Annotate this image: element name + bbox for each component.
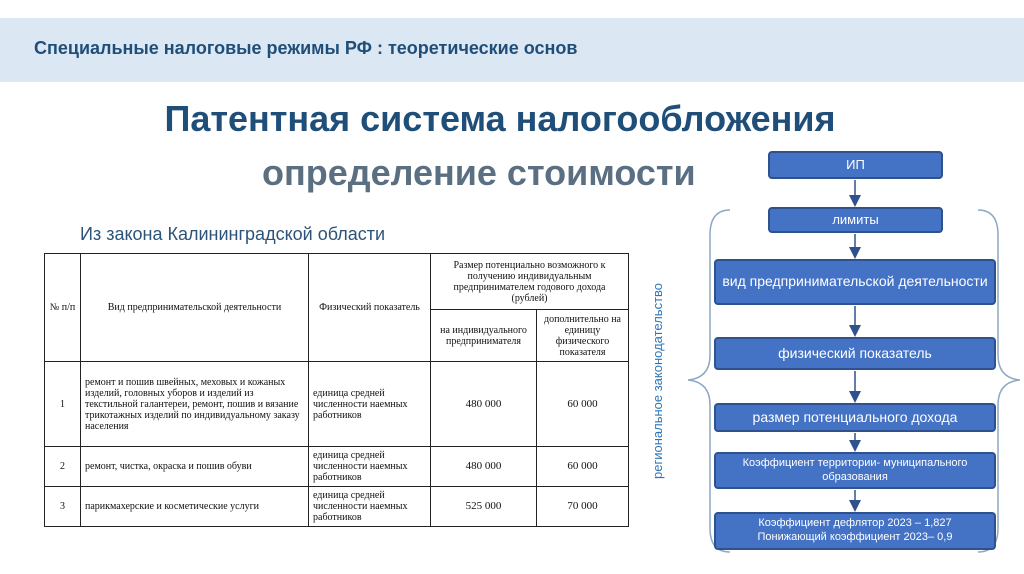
header-activity: Вид предпринимательской деятельности bbox=[81, 254, 309, 362]
row-activity: ремонт, чистка, окраска и пошив обуви bbox=[81, 446, 309, 486]
deflator-line-2: Понижающий коэффициент 2023– 0,9 bbox=[757, 531, 953, 543]
deflator-line-1: Коэффициент дефлятор 2023 – 1,827 bbox=[758, 517, 952, 530]
flow-box-ip: ИП bbox=[768, 151, 943, 179]
header-indicator: Физический показатель bbox=[309, 254, 431, 362]
row-per-ip: 480 000 bbox=[431, 446, 537, 486]
header-num: № п/п bbox=[45, 254, 81, 362]
row-num: 1 bbox=[45, 362, 81, 446]
row-per-unit: 60 000 bbox=[537, 446, 629, 486]
header-title: Специальные налоговые режимы РФ : теоретические основ bbox=[34, 38, 578, 58]
row-per-unit: 70 000 bbox=[537, 486, 629, 526]
flow-box-deflator bbox=[714, 512, 996, 550]
header-per-ip: на индивидуального предпринимателя bbox=[431, 310, 537, 362]
flow-box-territory-coef: Коэффициент территории- муниципального образования bbox=[714, 452, 996, 489]
regional-law-label: региональное законодательство bbox=[650, 282, 665, 479]
slide-title: Патентная система налогообложения bbox=[164, 98, 836, 139]
slide-subtitle: определение стоимости bbox=[262, 152, 696, 193]
row-activity: парикмахерские и косметические услуги bbox=[81, 486, 309, 526]
row-per-ip: 525 000 bbox=[431, 486, 537, 526]
header-income: Размер потенциально возможного к получению индивидуальным предпринимателем годового дохода (рублей) bbox=[431, 254, 629, 310]
row-per-unit: 60 000 bbox=[537, 362, 629, 446]
row-indicator: единица средней численности наемных работников bbox=[309, 446, 431, 486]
flow-box-physical: физический показатель bbox=[714, 337, 996, 370]
row-activity: ремонт и пошив швейных, меховых и кожаных изделий, головных уборов и изделий из текстильной галантереи, ремонт, пошив и вязание трикотажных изделий по индивидуальному заказу населения bbox=[81, 362, 309, 446]
row-num: 3 bbox=[45, 486, 81, 526]
flow-box-income-size: размер потенциального дохода bbox=[714, 403, 996, 432]
flow-box-activity-type: вид предпринимательской деятельности bbox=[714, 259, 996, 305]
row-per-ip: 480 000 bbox=[431, 362, 537, 446]
header-per-unit: дополнительно на единицу физического показателя bbox=[537, 310, 629, 362]
row-indicator: единица средней численности наемных работников bbox=[309, 486, 431, 526]
row-indicator: единица средней численности наемных работников bbox=[309, 362, 431, 446]
law-source: Из закона Калининградской области bbox=[80, 224, 386, 244]
row-num: 2 bbox=[45, 446, 81, 486]
flow-box-limits: лимиты bbox=[768, 207, 943, 233]
